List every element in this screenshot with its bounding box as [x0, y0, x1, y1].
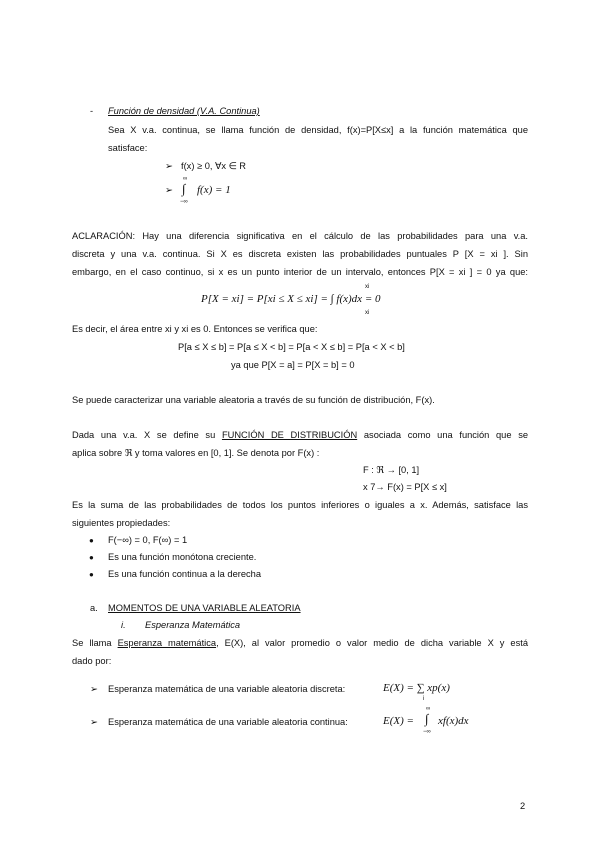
integral-sign: ∫ [182, 181, 186, 196]
distribution-prop-limits: F(−∞) = 0, F(∞) = 1 [108, 535, 188, 545]
arrow-bullet-icon: ➢ [90, 684, 98, 694]
section-title: Función de densidad (V.A. Continua) [108, 106, 260, 116]
integral-upper-limit: ∞ [426, 706, 431, 712]
distribution-map2: x 7→ F(x) = P[X ≤ x] [363, 482, 447, 492]
interval-reason: ya que P[X = a] = P[X = b] = 0 [231, 360, 355, 370]
interval-equality: P[a ≤ X ≤ b] = P[a ≤ X < b] = P[a < X ≤ b] = P[a < X < b] [178, 342, 405, 352]
distribution-def-post: asociada como una función que se [363, 430, 529, 440]
integral-lower-limit: −∞ [423, 729, 431, 735]
distribution-def-line1 [72, 430, 528, 440]
distribution-def-line2: aplica sobre ℜ y toma valores en [0, 1]. Se denota por F(x) : [72, 448, 320, 458]
expectation-def-post: , E(X), al valor promedio o valor medio de dicha variable X y está [216, 638, 528, 648]
density-prop-nonnegative: f(x) ≥ 0, ∀x ∈ R [181, 161, 247, 171]
interval-intro: Es decir, el área entre xi y xi es 0. Entonces se verifica que: [72, 324, 318, 334]
arrow-bullet-icon: ➢ [165, 161, 173, 171]
distribution-intro: Se puede caracterizar una variable aleatoria a través de su función de distribución, F(x). [72, 395, 435, 405]
distribution-prop-monotone: Es una función monótona creciente. [108, 552, 257, 562]
expectation-def-line1 [72, 638, 528, 648]
distribution-props-line2: siguientes propiedades: [72, 518, 171, 528]
expectation-continuous-rhs: xf(x)dx [438, 715, 469, 727]
section-dash: - [90, 106, 94, 116]
bullet-icon: ● [89, 570, 94, 579]
formula-upper-limit: xi [365, 284, 370, 290]
density-def-line1: Sea X v.a. continua, se llama función de densidad, f(x)=P[X≤x] a la función matemática que [108, 125, 528, 135]
integral-sign: ∫ [425, 711, 429, 726]
expectation-def-pre: Se llama [72, 638, 112, 648]
distribution-def-term: FUNCIÓN DE DISTRIBUCIÓN [221, 430, 358, 440]
aclaracion-line3: embargo, en el caso continuo, si x es un punto interior de un intervalo, entonces P[X = xi ] = 0 ya que: [72, 267, 528, 277]
density-def-line2: satisface: [108, 143, 148, 153]
sum-index: i [423, 696, 425, 702]
bullet-icon: ● [89, 553, 94, 562]
expectation-heading: Esperanza Matemática [145, 620, 241, 630]
moments-heading: MOMENTOS DE UNA VARIABLE ALEATORIA [108, 603, 301, 613]
page-number: 2 [520, 801, 526, 811]
formula-lower-limit: xi [365, 310, 370, 316]
expectation-continuous-lhs: E(X) = [383, 715, 414, 727]
integral-lower-limit: −∞ [180, 199, 188, 205]
distribution-prop-right-continuous: Es una función continua a la derecha [108, 569, 261, 579]
bullet-icon: ● [89, 536, 94, 545]
expectation-discrete-formula: E(X) = ∑ xp(x) [383, 682, 450, 694]
density-prop-integral: f(x) = 1 [197, 184, 231, 196]
expectation-def-line2: dado por: [72, 656, 112, 666]
point-prob-formula: P[X = xi] = P[xi ≤ X ≤ xi] = ∫ f(x)dx = 0 [201, 293, 381, 305]
aclaracion-line2: discreta y una v.a. continua. Si X es discreta existen las probabilidades puntuales P [X = xi ]. Sin [72, 249, 528, 259]
integral-upper-limit: ∞ [183, 176, 188, 182]
distribution-map1: F : ℜ → [0, 1] [363, 465, 420, 475]
distribution-def-pre: Dada una v.a. X se define su [72, 430, 216, 440]
expectation-def-term: Esperanza matemática [117, 638, 217, 648]
moments-heading-letter: a. [90, 603, 98, 613]
arrow-bullet-icon: ➢ [165, 185, 173, 195]
expectation-heading-numeral: i. [121, 620, 126, 630]
expectation-continuous-label: Esperanza matemática de una variable aleatoria continua: [108, 717, 348, 727]
arrow-bullet-icon: ➢ [90, 717, 98, 727]
distribution-props-line1: Es la suma de las probabilidades de todos los puntos inferiores o iguales a x. Además, satisface las [72, 500, 528, 510]
expectation-discrete-label: Esperanza matemática de una variable aleatoria discreta: [108, 684, 346, 694]
aclaracion-line1: ACLARACIÓN: Hay una diferencia significativa en el cálculo de las probabilidades para una v.a. [72, 231, 528, 241]
